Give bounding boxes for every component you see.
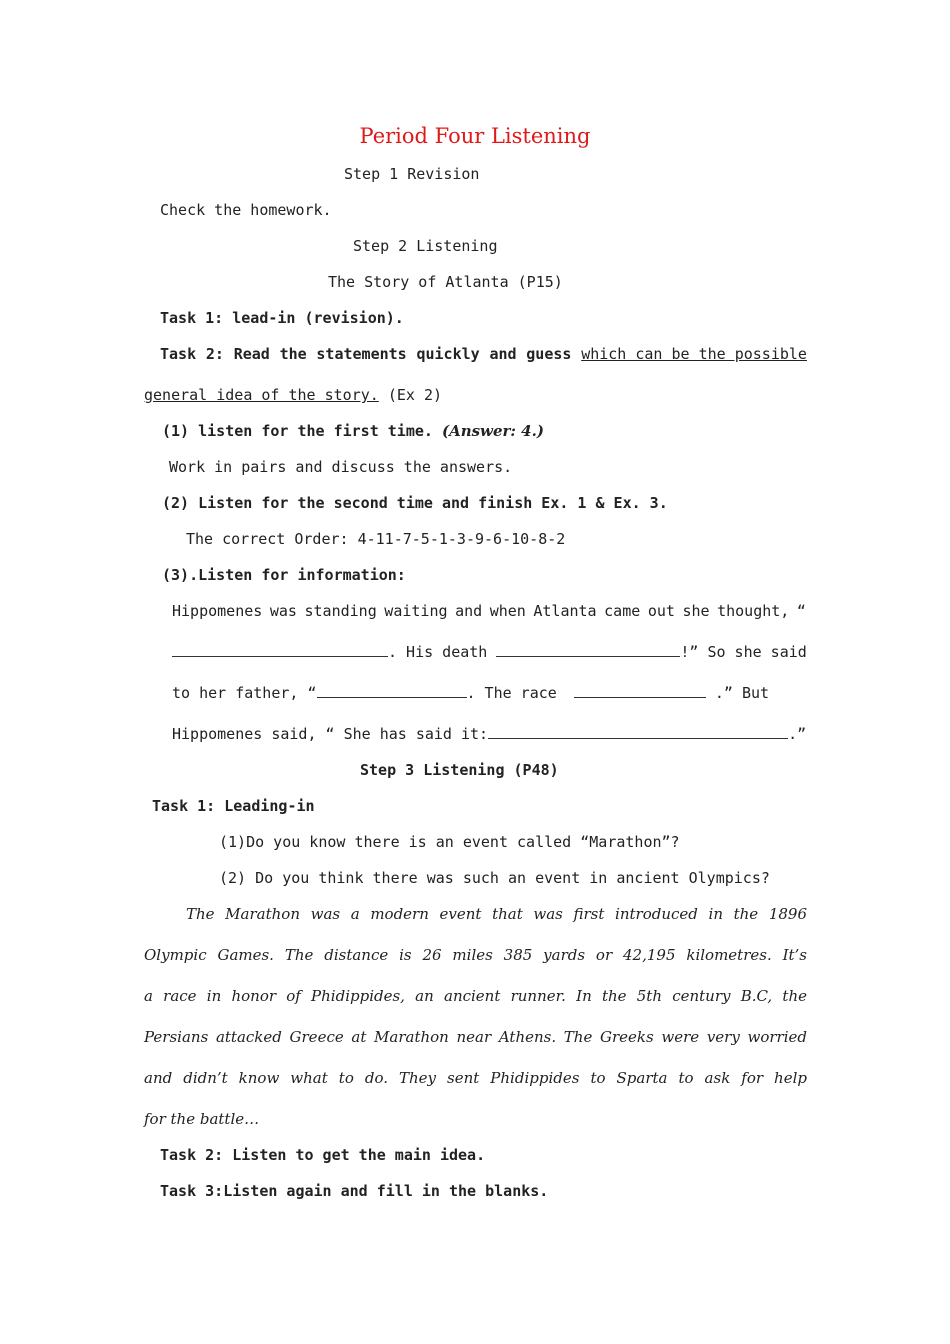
- listen-second-time: (2) Listen for the second time and finish Ex. 1 & Ex. 3.: [162, 494, 668, 512]
- info-line-4-b: .”: [788, 725, 807, 743]
- step2-subheading: The Story of Atlanta (P15): [328, 273, 563, 291]
- word: Hippomenes: [172, 602, 263, 620]
- info-line-4: [172, 724, 806, 744]
- step2-heading: Step 2 Listening: [353, 237, 498, 255]
- task2-ref: (Ex 2): [387, 386, 443, 404]
- info-line-3: [172, 683, 806, 703]
- info-line-4-a: Hippomenes said, “ She has said it:: [172, 725, 489, 743]
- word: out: [647, 602, 675, 620]
- info-line-2: [172, 642, 806, 662]
- info-line-2-b: !” So she said: [680, 643, 807, 661]
- task3-fill-blanks: Task 3:Listen again and fill in the blanks.: [160, 1182, 549, 1200]
- fill-blank[interactable]: [172, 642, 388, 657]
- word: “: [796, 602, 806, 620]
- task2-main-idea: Task 2: Listen to get the main idea.: [160, 1146, 486, 1164]
- word: waiting: [384, 602, 448, 620]
- fill-blank[interactable]: [317, 683, 467, 698]
- listen-first-time: [162, 421, 544, 441]
- word: was: [269, 602, 297, 620]
- word: guess: [526, 345, 572, 363]
- info-line-3-a: to her father, “: [172, 684, 317, 702]
- task2-line2: [144, 385, 442, 405]
- word: Task: [160, 345, 197, 363]
- word: thought,: [717, 602, 790, 620]
- word: came: [604, 602, 641, 620]
- word: Read: [233, 345, 270, 363]
- step3-heading: Step 3 Listening (P48): [360, 761, 559, 779]
- word: standing: [304, 602, 377, 620]
- page-title: Period Four Listening: [359, 124, 591, 148]
- passage-line: and didn’t know what to do. They sent Phidippides to Sparta to ask for help: [144, 1069, 807, 1087]
- passage-line: The Marathon was a modern event that was first introduced in the 1896: [186, 905, 807, 923]
- info-line-1: [172, 601, 806, 621]
- task2-underlined-1: which can be the possible: [581, 345, 807, 363]
- info-line-2-a: . His death: [388, 643, 488, 661]
- info-line-3-c: .” But: [714, 684, 770, 702]
- word: when: [489, 602, 526, 620]
- word: quickly: [416, 345, 480, 363]
- question-1: (1)Do you know there is an event called “Marathon”?: [219, 833, 680, 851]
- word: and: [455, 602, 483, 620]
- task2-underlined-2: general idea of the story.: [144, 386, 379, 404]
- question-2: (2) Do you think there was such an event in ancient Olympics?: [219, 869, 770, 887]
- task2-line1: [160, 344, 807, 364]
- task1-atlanta: Task 1: lead-in (revision).: [160, 309, 404, 327]
- listen1-answer: (Answer: 4.): [441, 422, 544, 440]
- pairs-text: Work in pairs and discuss the answers.: [169, 458, 513, 476]
- word: statements: [316, 345, 407, 363]
- correct-order: The correct Order: 4-11-7-5-1-3-9-6-10-8-2: [186, 530, 566, 548]
- word: Atlanta: [533, 602, 597, 620]
- passage-line: Persians attacked Greece at Marathon near Athens. The Greeks were very worried: [144, 1028, 807, 1046]
- listen1-text: (1) listen for the first time.: [162, 422, 433, 440]
- listen-info: (3).Listen for information:: [162, 566, 406, 584]
- passage-line: for the battle…: [144, 1110, 260, 1128]
- fill-blank[interactable]: [574, 683, 706, 698]
- step1-heading: Step 1 Revision: [344, 165, 480, 183]
- task1-leading-in: Task 1: Leading-in: [152, 797, 315, 815]
- info-line-3-b: . The race: [466, 684, 557, 702]
- fill-blank[interactable]: [496, 642, 680, 657]
- word: and: [489, 345, 517, 363]
- passage-line: a race in honor of Phidippides, an ancient runner. In the 5th century B.C, the: [144, 987, 807, 1005]
- word: she: [682, 602, 710, 620]
- step1-text: Check the homework.: [160, 201, 332, 219]
- fill-blank[interactable]: [488, 724, 788, 739]
- passage-line: Olympic Games. The distance is 26 miles 385 yards or 42,195 kilometres. It’s: [144, 946, 807, 964]
- word: 2:: [205, 345, 224, 363]
- word: the: [279, 345, 307, 363]
